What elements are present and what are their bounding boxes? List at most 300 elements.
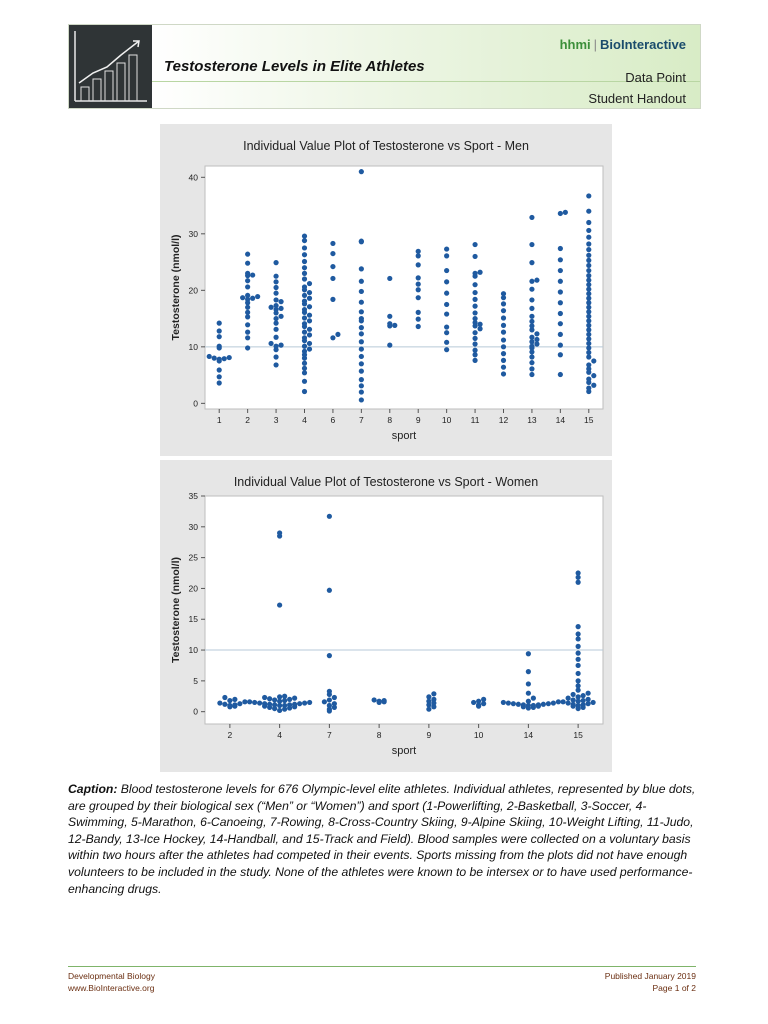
- data-point: [250, 296, 255, 301]
- data-point: [307, 341, 312, 346]
- men-plot-panel: [160, 124, 612, 456]
- data-point: [330, 264, 335, 269]
- data-point: [302, 370, 307, 375]
- data-point: [330, 251, 335, 256]
- data-point: [444, 302, 449, 307]
- logo-biointeractive: BioInteractive: [600, 37, 686, 52]
- data-point: [392, 323, 397, 328]
- x-tick-label: 4: [302, 415, 307, 425]
- data-point: [416, 317, 421, 322]
- data-point: [501, 330, 506, 335]
- data-point: [472, 358, 477, 363]
- page-title: Testosterone Levels in Elite Athletes: [164, 58, 425, 75]
- data-point: [501, 700, 506, 705]
- data-point: [526, 681, 531, 686]
- y-axis-label: Testosterone (nmol/l): [170, 234, 182, 341]
- data-point: [217, 700, 222, 705]
- data-point: [359, 316, 364, 321]
- data-point: [558, 300, 563, 305]
- data-point: [217, 321, 222, 326]
- data-point: [561, 699, 566, 704]
- data-point: [359, 266, 364, 271]
- data-point: [472, 297, 477, 302]
- data-point: [586, 268, 591, 273]
- data-point: [330, 276, 335, 281]
- data-point: [327, 703, 332, 708]
- biointeractive-logo[interactable]: hhmi | BioInteractive: [559, 37, 686, 52]
- footer-left: [68, 970, 155, 994]
- data-point: [529, 297, 534, 302]
- data-point: [416, 275, 421, 280]
- data-point: [359, 239, 364, 244]
- data-point: [541, 702, 546, 707]
- data-point: [558, 332, 563, 337]
- x-tick-label: 9: [415, 415, 421, 425]
- y-tick-label: 10: [188, 645, 198, 656]
- data-point: [558, 372, 563, 377]
- x-axis-label: sport: [391, 745, 417, 757]
- x-tick-label: 10: [441, 415, 452, 425]
- data-point: [327, 514, 332, 519]
- data-point: [245, 310, 250, 315]
- data-point: [586, 376, 591, 381]
- data-point: [586, 273, 591, 278]
- data-point: [416, 262, 421, 267]
- x-tick-label: 8: [387, 415, 393, 425]
- data-point: [472, 242, 477, 247]
- data-point: [516, 702, 521, 707]
- data-point: [586, 314, 591, 319]
- x-tick-label: 3: [273, 415, 279, 425]
- data-point: [268, 305, 273, 310]
- data-point: [359, 369, 364, 374]
- doc-type: Data Point: [625, 70, 686, 85]
- chart-title: Individual Value Plot of Testosterone vs Sport - Women: [233, 475, 539, 489]
- data-point: [472, 290, 477, 295]
- data-point: [586, 385, 591, 390]
- data-point: [302, 315, 307, 320]
- data-point: [529, 360, 534, 365]
- data-point: [444, 330, 449, 335]
- data-point: [327, 588, 332, 593]
- data-point: [501, 351, 506, 356]
- data-point: [327, 689, 332, 694]
- data-point: [387, 314, 392, 319]
- x-axis-label: sport: [391, 430, 417, 442]
- footer-url[interactable]: www.BioInteractive.org: [68, 983, 155, 993]
- data-point: [566, 696, 571, 701]
- data-point: [586, 318, 591, 323]
- data-point: [586, 291, 591, 296]
- data-point: [302, 379, 307, 384]
- data-point: [571, 692, 576, 697]
- data-point: [576, 636, 581, 641]
- data-point: [278, 299, 283, 304]
- data-point: [586, 278, 591, 283]
- data-point: [330, 297, 335, 302]
- data-point: [501, 301, 506, 306]
- data-point: [359, 383, 364, 388]
- data-point: [431, 691, 436, 696]
- data-point: [359, 169, 364, 174]
- data-point: [245, 284, 250, 289]
- data-point: [237, 701, 242, 706]
- data-point: [444, 253, 449, 258]
- data-point: [586, 350, 591, 355]
- data-point: [416, 253, 421, 258]
- data-point: [307, 327, 312, 332]
- data-point: [287, 702, 292, 707]
- doc-audience: Student Handout: [588, 91, 686, 106]
- data-point: [273, 316, 278, 321]
- data-point: [576, 678, 581, 683]
- data-point: [551, 700, 556, 705]
- data-point: [501, 323, 506, 328]
- data-point: [272, 697, 277, 702]
- data-point: [307, 700, 312, 705]
- data-point: [302, 298, 307, 303]
- data-point: [472, 271, 477, 276]
- data-point: [273, 362, 278, 367]
- data-point: [332, 695, 337, 700]
- data-point: [558, 279, 563, 284]
- data-point: [359, 309, 364, 314]
- women-testosterone-plot: [160, 460, 612, 772]
- data-point: [501, 308, 506, 313]
- data-point: [287, 697, 292, 702]
- data-point: [307, 332, 312, 337]
- data-point: [242, 699, 247, 704]
- data-point: [245, 278, 250, 283]
- data-point: [586, 362, 591, 367]
- data-point: [302, 238, 307, 243]
- data-point: [245, 314, 250, 319]
- data-point: [501, 291, 506, 296]
- data-point: [581, 693, 586, 698]
- data-point: [511, 701, 516, 706]
- men-testosterone-plot: [160, 124, 612, 456]
- data-point: [576, 631, 581, 636]
- data-point: [307, 281, 312, 286]
- x-tick-label: 14: [523, 730, 534, 740]
- data-point: [307, 290, 312, 295]
- caption-text: Blood testosterone levels for 676 Olympic-level elite athletes. Individual athletes, represented by blue dots, are grouped by their biological sex (“Men” or “Women”) and sport (1-Powerlifting, 2-Basketball, 3-Soccer, 4-Swimming, 5-Marathon, 6-Canoeing, 7-Rowing, 8-Cross-Country Skiing, 9-Alpine Skiing, 10-Weight Lifting, 11-Judo, 12-Bandy, 13-Ice Hockey, 14-Handball, and 15-Track and Field). Blood samples were collected on a voluntary basis within two hours after the athletes had competed in their events. Sports missing from the plots did not have enough volunteers to be included in the study. None of the athletes were known to be intersex or to have used performance-enhancing drugs.: [68, 782, 696, 896]
- data-point: [581, 698, 586, 703]
- data-point: [586, 697, 591, 702]
- footer-published: Published January 2019: [604, 971, 696, 981]
- header-divider: [152, 81, 700, 82]
- x-tick-label: 10: [473, 730, 484, 740]
- footer-divider: [68, 966, 696, 967]
- data-point: [576, 651, 581, 656]
- data-point: [240, 295, 245, 300]
- data-point: [217, 328, 222, 333]
- data-point: [273, 354, 278, 359]
- x-tick-label: 2: [245, 415, 251, 425]
- chart-title: Individual Value Plot of Testosterone vs Sport - Men: [243, 139, 529, 153]
- data-point: [217, 334, 222, 339]
- data-point: [529, 319, 534, 324]
- data-point: [586, 691, 591, 696]
- data-point: [222, 356, 227, 361]
- data-point: [302, 271, 307, 276]
- data-point: [501, 371, 506, 376]
- data-point: [416, 310, 421, 315]
- x-tick-label: 13: [527, 415, 537, 425]
- data-point: [273, 279, 278, 284]
- data-point: [586, 287, 591, 292]
- x-tick-label: 14: [555, 415, 566, 425]
- data-point: [245, 335, 250, 340]
- data-point: [431, 697, 436, 702]
- data-point: [262, 701, 267, 706]
- data-point: [576, 580, 581, 585]
- data-point: [558, 211, 563, 216]
- data-point: [472, 282, 477, 287]
- data-point: [472, 348, 477, 353]
- data-point: [327, 697, 332, 702]
- data-point: [232, 697, 237, 702]
- x-tick-label: 9: [426, 730, 432, 740]
- data-point: [501, 358, 506, 363]
- data-point: [257, 700, 262, 705]
- data-point: [506, 700, 511, 705]
- data-point: [359, 346, 364, 351]
- data-point: [586, 282, 591, 287]
- data-point: [217, 344, 222, 349]
- data-point: [359, 325, 364, 330]
- data-point: [526, 691, 531, 696]
- data-point: [302, 259, 307, 264]
- data-point: [444, 291, 449, 296]
- data-point: [247, 699, 252, 704]
- data-point: [307, 346, 312, 351]
- x-tick-label: 15: [573, 730, 583, 740]
- data-point: [586, 228, 591, 233]
- data-point: [529, 344, 534, 349]
- data-point: [273, 335, 278, 340]
- data-point: [245, 345, 250, 350]
- data-point: [307, 318, 312, 323]
- data-point: [245, 330, 250, 335]
- data-point: [586, 300, 591, 305]
- data-point: [227, 698, 232, 703]
- data-point: [302, 335, 307, 340]
- data-point: [277, 530, 282, 535]
- data-point: [586, 209, 591, 214]
- data-point: [444, 279, 449, 284]
- data-point: [302, 293, 307, 298]
- data-point: [531, 696, 536, 701]
- data-point: [302, 284, 307, 289]
- data-point: [268, 341, 273, 346]
- data-point: [586, 235, 591, 240]
- data-point: [245, 271, 250, 276]
- data-point: [586, 354, 591, 359]
- data-point: [387, 321, 392, 326]
- data-point: [245, 252, 250, 257]
- data-point: [359, 389, 364, 394]
- data-point: [359, 361, 364, 366]
- data-point: [586, 305, 591, 310]
- data-point: [416, 324, 421, 329]
- data-point: [556, 699, 561, 704]
- data-point: [377, 699, 382, 704]
- data-point: [273, 321, 278, 326]
- data-point: [586, 309, 591, 314]
- data-point: [563, 210, 568, 215]
- data-point: [576, 663, 581, 668]
- data-point: [472, 341, 477, 346]
- data-point: [591, 358, 596, 363]
- data-point: [277, 708, 282, 713]
- data-point: [273, 303, 278, 308]
- data-point: [245, 261, 250, 266]
- data-point: [576, 657, 581, 662]
- data-point: [302, 344, 307, 349]
- data-point: [529, 323, 534, 328]
- data-point: [262, 695, 267, 700]
- data-point: [472, 352, 477, 357]
- data-point: [382, 698, 387, 703]
- data-point: [444, 268, 449, 273]
- data-point: [302, 307, 307, 312]
- logo-hhmi: hhmi: [559, 37, 591, 52]
- data-point: [359, 377, 364, 382]
- data-point: [217, 374, 222, 379]
- data-point: [273, 344, 278, 349]
- y-tick-label: 25: [188, 552, 198, 563]
- data-point: [558, 343, 563, 348]
- data-point: [558, 289, 563, 294]
- footer-page-number: Page 1 of 2: [652, 983, 696, 993]
- data-point: [330, 241, 335, 246]
- y-tick-label: 5: [193, 675, 198, 686]
- data-point: [273, 260, 278, 265]
- data-point: [558, 257, 563, 262]
- x-tick-label: 11: [470, 415, 480, 425]
- data-point: [245, 293, 250, 298]
- data-point: [586, 296, 591, 301]
- data-point: [534, 341, 539, 346]
- data-point: [558, 352, 563, 357]
- data-point: [566, 700, 571, 705]
- y-tick-label: 0: [193, 706, 198, 717]
- data-point: [534, 331, 539, 336]
- data-point: [282, 694, 287, 699]
- data-point: [217, 367, 222, 372]
- data-point: [586, 341, 591, 346]
- data-point: [576, 671, 581, 676]
- data-point: [591, 373, 596, 378]
- data-point: [472, 316, 477, 321]
- data-point: [529, 287, 534, 292]
- data-point: [586, 327, 591, 332]
- data-point: [471, 700, 476, 705]
- data-point: [359, 354, 364, 359]
- data-point: [416, 295, 421, 300]
- y-tick-label: 15: [188, 614, 198, 625]
- data-point: [359, 331, 364, 336]
- data-point: [534, 278, 539, 283]
- y-tick-label: 20: [188, 285, 198, 296]
- data-point: [472, 310, 477, 315]
- data-point: [586, 336, 591, 341]
- data-point: [359, 339, 364, 344]
- data-point: [252, 700, 257, 705]
- data-point: [526, 699, 531, 704]
- data-point: [444, 311, 449, 316]
- footer-right: [605, 970, 696, 994]
- data-point: [558, 321, 563, 326]
- data-point: [292, 696, 297, 701]
- data-point: [529, 279, 534, 284]
- data-point: [359, 397, 364, 402]
- data-point: [558, 311, 563, 316]
- data-point: [591, 383, 596, 388]
- data-point: [217, 357, 222, 362]
- data-point: [586, 263, 591, 268]
- data-point: [292, 702, 297, 707]
- data-point: [222, 695, 227, 700]
- y-tick-label: 35: [188, 491, 198, 501]
- data-point: [571, 697, 576, 702]
- data-point: [529, 306, 534, 311]
- data-point: [278, 306, 283, 311]
- data-point: [302, 252, 307, 257]
- data-point: [227, 703, 232, 708]
- data-point: [267, 702, 272, 707]
- data-point: [273, 297, 278, 302]
- data-point: [359, 279, 364, 284]
- data-point: [529, 335, 534, 340]
- data-point: [302, 361, 307, 366]
- data-point: [278, 314, 283, 319]
- data-point: [307, 296, 312, 301]
- data-point: [267, 696, 272, 701]
- data-point: [586, 258, 591, 263]
- data-point: [476, 699, 481, 704]
- data-point: [330, 335, 335, 340]
- data-point: [472, 330, 477, 335]
- data-point: [416, 287, 421, 292]
- data-point: [472, 336, 477, 341]
- data-point: [302, 265, 307, 270]
- data-point: [302, 349, 307, 354]
- x-tick-label: 4: [277, 730, 282, 740]
- data-point: [501, 344, 506, 349]
- data-point: [255, 294, 260, 299]
- data-point: [529, 260, 534, 265]
- data-point: [501, 315, 506, 320]
- data-point: [302, 330, 307, 335]
- data-point: [444, 246, 449, 251]
- data-point: [250, 272, 255, 277]
- data-point: [444, 340, 449, 345]
- data-point: [521, 702, 526, 707]
- figure-caption: [68, 781, 702, 897]
- data-point: [302, 389, 307, 394]
- x-tick-label: 1: [216, 415, 222, 425]
- data-point: [307, 313, 312, 318]
- data-point: [586, 345, 591, 350]
- plot-area: [205, 496, 603, 724]
- women-plot-panel: [160, 460, 612, 772]
- data-point: [586, 323, 591, 328]
- data-point: [501, 365, 506, 370]
- data-point: [526, 651, 531, 656]
- data-point: [322, 699, 327, 704]
